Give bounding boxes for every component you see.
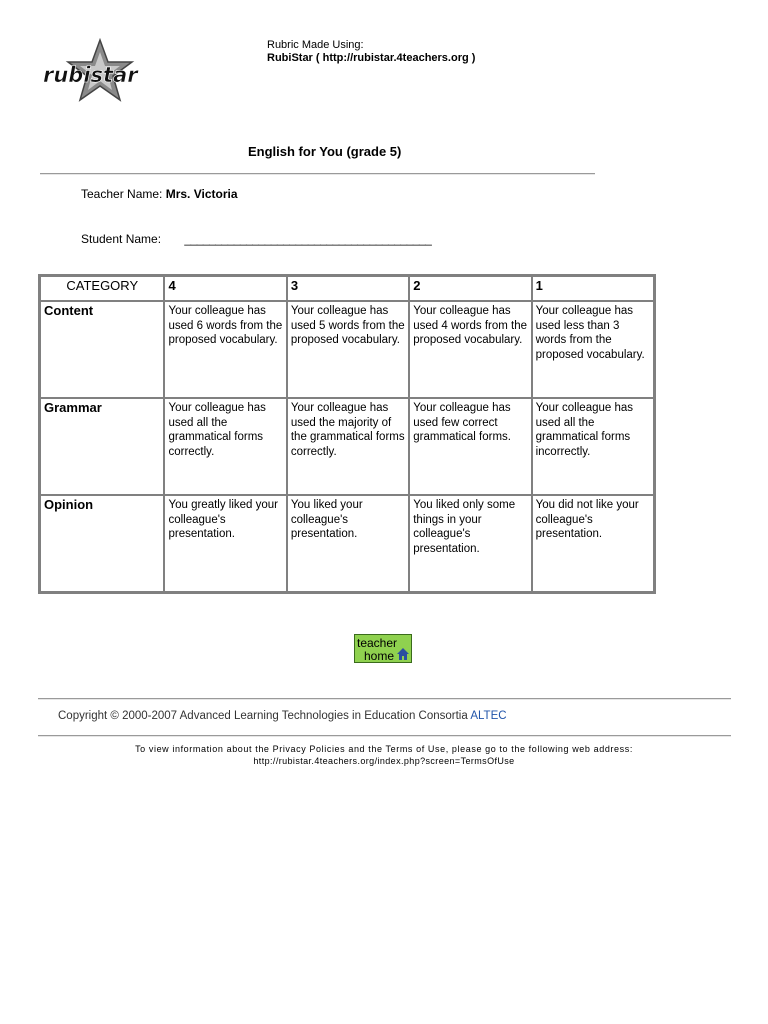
- rubric-cell: You greatly liked your colleague's presentation.: [164, 495, 286, 592]
- category-content: Content: [40, 301, 164, 398]
- divider: [38, 698, 731, 700]
- house-icon: [397, 648, 409, 660]
- header-score-2: 2: [409, 276, 531, 301]
- rubric-cell: Your colleague has used few correct grammatical forms.: [409, 398, 531, 495]
- copyright-text: Copyright © 2000-2007 Advanced Learning Technologies in Education Consortia: [58, 710, 468, 722]
- rubric-cell: You liked your colleague's presentation.: [287, 495, 409, 592]
- teacher-home-button[interactable]: [354, 634, 412, 663]
- rubric-cell: Your colleague has used all the grammatical forms incorrectly.: [532, 398, 654, 495]
- divider: [40, 173, 595, 175]
- table-row: [40, 495, 654, 592]
- made-using-label: Rubric Made Using:: [267, 39, 364, 51]
- teacher-name-label: Teacher Name:: [81, 187, 163, 201]
- header-score-4: 4: [164, 276, 286, 301]
- student-name-label: Student Name:: [81, 232, 162, 246]
- header-score-1: 1: [532, 276, 654, 301]
- divider: [38, 735, 731, 737]
- logo-wordmark: rubistar: [43, 63, 138, 87]
- rubric-cell: You did not like your colleague's presentation.: [532, 495, 654, 592]
- header-score-3: 3: [287, 276, 409, 301]
- made-using-site: RubiStar ( http://rubistar.4teachers.org ): [267, 52, 476, 64]
- teacher-home-line1: teacher: [357, 636, 398, 650]
- header-category: CATEGORY: [40, 276, 164, 301]
- category-opinion: Opinion: [40, 495, 164, 592]
- terms-notice: To view information about the Privacy Policies and the Terms of Use, please go to the following web address:: [135, 744, 633, 754]
- rubric-table: [38, 274, 656, 594]
- altec-link[interactable]: ALTEC: [470, 710, 507, 722]
- teacher-name-value: Mrs. Victoria: [165, 187, 238, 201]
- teacher-home-line2: home: [364, 649, 395, 663]
- table-row: [40, 301, 654, 398]
- terms-url: http://rubistar.4teachers.org/index.php?screen=TermsOfUse: [253, 756, 515, 766]
- student-name-row: [81, 232, 431, 246]
- student-name-blank: ________________________________________: [184, 232, 432, 246]
- rubric-cell: Your colleague has used 4 words from the proposed vocabulary.: [409, 301, 531, 398]
- rubric-cell: Your colleague has used less than 3 words from the proposed vocabulary.: [532, 301, 654, 398]
- rubric-cell: You liked only some things in your colleague's presentation.: [409, 495, 531, 592]
- teacher-name-row: [81, 187, 238, 201]
- copyright-line: [58, 710, 507, 722]
- rubric-cell: Your colleague has used 6 words from the proposed vocabulary.: [164, 301, 286, 398]
- rubric-cell: Your colleague has used 5 words from the proposed vocabulary.: [287, 301, 409, 398]
- page-title: English for You (grade 5): [248, 144, 402, 159]
- table-row: [40, 398, 654, 495]
- rubric-cell: Your colleague has used all the grammatical forms correctly.: [164, 398, 286, 495]
- rubistar-logo: [40, 38, 148, 106]
- rubric-cell: Your colleague has used the majority of the grammatical forms correctly.: [287, 398, 409, 495]
- rubric-header-row: [40, 276, 654, 301]
- category-grammar: Grammar: [40, 398, 164, 495]
